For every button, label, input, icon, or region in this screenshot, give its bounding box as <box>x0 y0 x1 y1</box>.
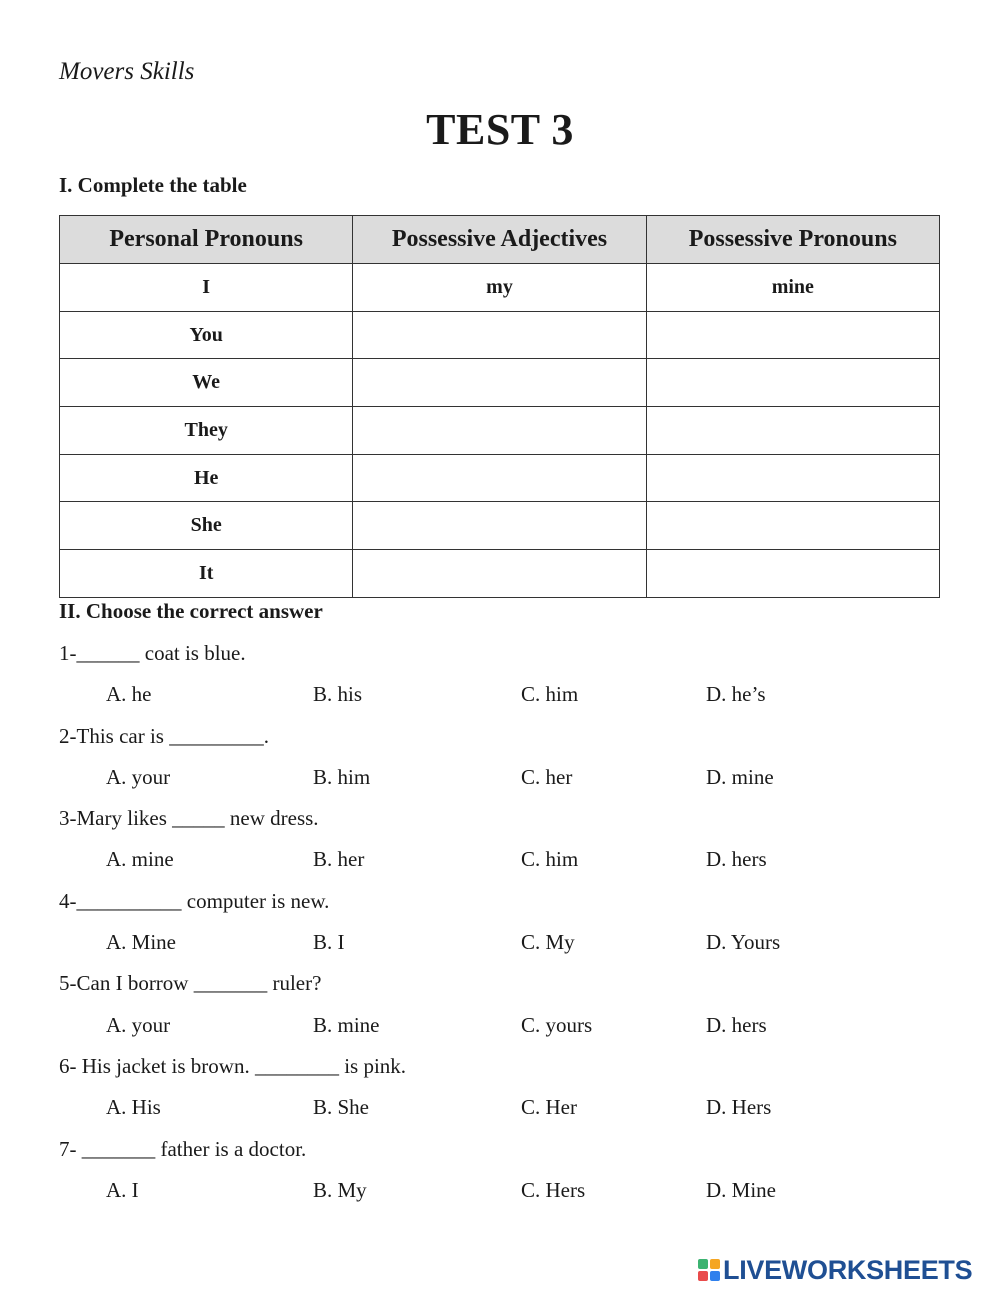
possessive-pronoun-cell[interactable] <box>646 550 939 598</box>
column-header: Possessive Pronouns <box>646 216 939 264</box>
question-7-option-b[interactable]: B. My <box>313 1178 367 1202</box>
question-5-text: 5-Can I borrow _______ ruler? <box>59 971 322 995</box>
possessive-adjective-cell[interactable] <box>353 502 646 550</box>
question-2-option-d[interactable]: D. mine <box>706 765 774 789</box>
possessive-pronoun-cell[interactable] <box>646 502 939 550</box>
logo-mark-square-i <box>710 1259 720 1269</box>
question-5-option-d[interactable]: D. hers <box>706 1013 767 1037</box>
question-5-option-c[interactable]: C. yours <box>521 1013 593 1037</box>
question-4-text: 4-__________ computer is new. <box>59 889 330 913</box>
table-row <box>60 502 940 550</box>
question-7-option-d[interactable]: D. Mine <box>706 1178 776 1202</box>
question-3-option-d[interactable]: D. hers <box>706 847 767 871</box>
table-row <box>60 264 940 312</box>
pronoun-table <box>59 215 940 598</box>
question-4-option-b[interactable]: B. I <box>313 930 345 954</box>
question-6-option-d[interactable]: D. Hers <box>706 1095 772 1119</box>
logo-mark-square-v <box>698 1271 708 1281</box>
question-1-option-d[interactable]: D. he’s <box>706 682 766 706</box>
question-1-option-c[interactable]: C. him <box>521 682 579 706</box>
section-2-heading: II. Choose the correct answer <box>59 599 323 623</box>
question-4-option-d[interactable]: D. Yours <box>706 930 781 954</box>
question-6-option-b[interactable]: B. She <box>313 1095 370 1119</box>
question-6-option-a[interactable]: A. His <box>106 1095 161 1119</box>
table-row <box>60 550 940 598</box>
column-header: Personal Pronouns <box>60 216 353 264</box>
question-1-option-b[interactable]: B. his <box>313 682 363 706</box>
column-header: Possessive Adjectives <box>353 216 646 264</box>
table-row <box>60 359 940 407</box>
question-4-option-a[interactable]: A. Mine <box>106 930 176 954</box>
possessive-pronoun-cell[interactable] <box>646 454 939 502</box>
question-4-option-c[interactable]: C. My <box>521 930 575 954</box>
personal-pronoun-cell: It <box>60 550 353 598</box>
question-7-text: 7- _______ father is a doctor. <box>59 1137 307 1161</box>
logo-text: LIVEWORKSHEETS <box>723 1254 973 1285</box>
question-2-option-b[interactable]: B. him <box>313 765 371 789</box>
question-1-text: 1-______ coat is blue. <box>59 641 246 665</box>
logo-mark-icon <box>698 1259 720 1281</box>
liveworksheets-logo[interactable] <box>698 1255 972 1285</box>
possessive-adjective-cell[interactable]: my <box>353 264 646 312</box>
table-row <box>60 454 940 502</box>
question-2-text: 2-This car is _________. <box>59 724 269 748</box>
question-5-option-b[interactable]: B. mine <box>313 1013 380 1037</box>
possessive-adjective-cell[interactable] <box>353 311 646 359</box>
page-title: TEST 3 <box>426 105 574 154</box>
question-6-option-c[interactable]: C. Her <box>521 1095 577 1119</box>
personal-pronoun-cell: You <box>60 311 353 359</box>
question-3-option-a[interactable]: A. mine <box>106 847 174 871</box>
possessive-adjective-cell[interactable] <box>353 359 646 407</box>
question-3-option-c[interactable]: C. him <box>521 847 579 871</box>
personal-pronoun-cell: They <box>60 407 353 455</box>
possessive-adjective-cell[interactable] <box>353 454 646 502</box>
possessive-pronoun-cell[interactable] <box>646 311 939 359</box>
possessive-adjective-cell[interactable] <box>353 550 646 598</box>
section-1-heading: I. Complete the table <box>59 173 247 197</box>
table-header-row <box>60 216 940 264</box>
question-3-option-b[interactable]: B. her <box>313 847 365 871</box>
question-1-option-a[interactable]: A. he <box>106 682 152 706</box>
logo-mark-square-e <box>710 1271 720 1281</box>
table-row <box>60 311 940 359</box>
question-2-option-a[interactable]: A. your <box>106 765 171 789</box>
question-6-text: 6- His jacket is brown. ________ is pink. <box>59 1054 407 1078</box>
question-5-option-a[interactable]: A. your <box>106 1013 171 1037</box>
question-7-option-a[interactable]: A. I <box>106 1178 139 1202</box>
personal-pronoun-cell: She <box>60 502 353 550</box>
personal-pronoun-cell: I <box>60 264 353 312</box>
question-3-text: 3-Mary likes _____ new dress. <box>59 806 319 830</box>
table-row <box>60 407 940 455</box>
possessive-pronoun-cell[interactable] <box>646 407 939 455</box>
question-7-option-c[interactable]: C. Hers <box>521 1178 586 1202</box>
question-2-option-c[interactable]: C. her <box>521 765 573 789</box>
personal-pronoun-cell: He <box>60 454 353 502</box>
possessive-adjective-cell[interactable] <box>353 407 646 455</box>
worksheet-subtitle: Movers Skills <box>59 58 195 85</box>
possessive-pronoun-cell[interactable]: mine <box>646 264 939 312</box>
personal-pronoun-cell: We <box>60 359 353 407</box>
logo-mark-square-l <box>698 1259 708 1269</box>
possessive-pronoun-cell[interactable] <box>646 359 939 407</box>
